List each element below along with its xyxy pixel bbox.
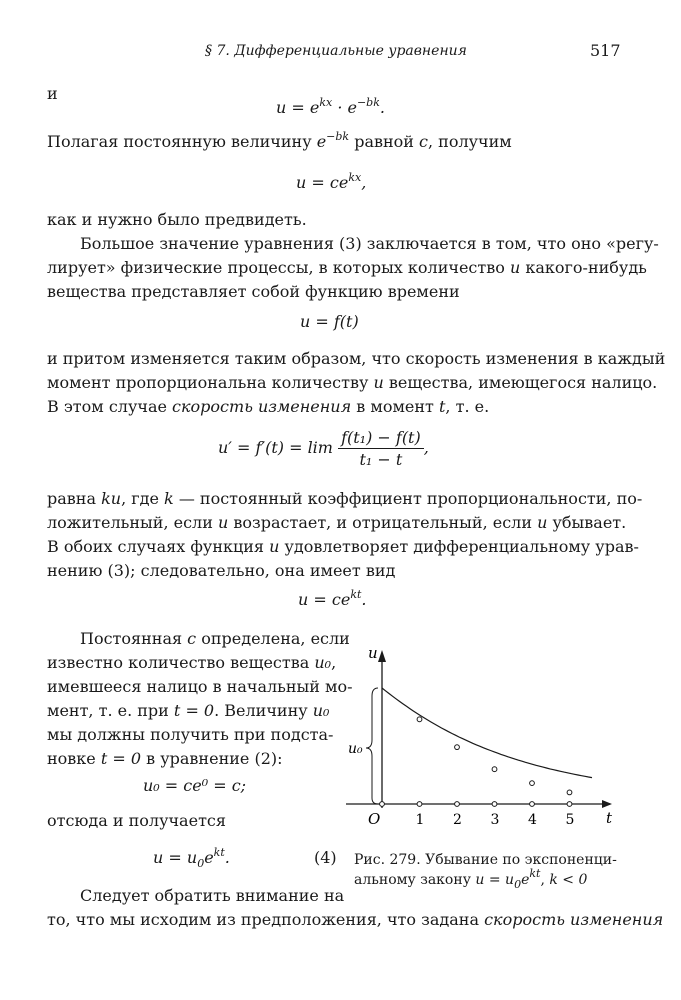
axis-point-2 — [455, 802, 460, 807]
y-axis-label: u — [368, 644, 378, 662]
paragraph-3-line-2: лирует» физические процессы, в которых количество u какого-нибудь — [47, 258, 647, 277]
equation-7-number: (4) — [314, 848, 337, 867]
paragraph-5-line-3: В обоих случаях функция u удовлетворяет дифференциальному урав- — [47, 537, 639, 556]
paragraph-6-line-1: Постоянная c определена, если — [80, 629, 350, 648]
curve-point-4 — [530, 781, 535, 786]
equation-1: $u = e^{kx} \cdot e^{-bk}$. — [276, 95, 385, 117]
paragraph-7: отсюда и получается — [47, 811, 226, 830]
paragraph-4-line-3: В этом случае скорость изменения в момент t, т. е. — [47, 397, 490, 416]
origin-point — [380, 802, 385, 807]
axis-point-1 — [417, 802, 422, 807]
paragraph-8-line-2: то, что мы исходим из предположения, что задана скорость изменения — [47, 910, 664, 929]
equation-5: $u = ce^{kt}$. — [298, 587, 367, 609]
page-number: 517 — [590, 41, 621, 60]
curve-point-1 — [417, 717, 422, 722]
y-axis-arrow — [378, 650, 386, 662]
equation-6: u₀ = ce⁰ = c; — [143, 776, 247, 795]
paragraph-5-line-1: равна ku, где k — постоянный коэффициент пропорциональности, по- — [47, 489, 643, 508]
paragraph-6-line-2: известно количество вещества u₀, — [47, 653, 337, 672]
x-axis-label: t — [606, 809, 613, 827]
x-tick-label-3: 3 — [490, 812, 500, 828]
x-axis-arrow — [602, 800, 612, 808]
equation-4: u′ = f′(t) = lim $\frac{\text{f(t₁) − f(t)}}{\text{t₁ − t}}$ , — [218, 428, 429, 469]
figure-exponential-decay — [340, 640, 630, 840]
axis-point-5 — [567, 802, 572, 807]
paragraph-3-line-3: вещества представляет собой функцию времени — [47, 282, 460, 301]
paragraph-2: как и нужно было предвидеть. — [47, 210, 307, 229]
paragraph-4-line-1: и притом изменяется таким образом, что скорость изменения в каждый — [47, 349, 666, 368]
x-tick-label-1: 1 — [415, 812, 425, 828]
paragraph-6-line-5: мы должны получить при подста- — [47, 725, 334, 744]
paragraph-6-line-4: мент, т. е. при t = 0. Величину u₀ — [47, 701, 330, 720]
equation-2: $u = ce^{kx}$, — [296, 170, 367, 192]
paragraph-6-line-3: имевшееся налицо в начальный мо- — [47, 677, 353, 696]
curve-point-3 — [492, 767, 497, 772]
curve-point-2 — [455, 745, 460, 750]
axis-point-3 — [492, 802, 497, 807]
x-tick-label-5: 5 — [565, 812, 575, 828]
x-tick-label-2: 2 — [453, 812, 462, 828]
axis-point-4 — [530, 802, 535, 807]
origin-label: O — [368, 810, 381, 828]
equation-4-fraction — [338, 428, 424, 469]
figure-caption-line-1: Рис. 279. Убывание по экспоненци- — [354, 852, 617, 868]
text-line-and: и — [47, 84, 58, 103]
figure-caption-line-2: альному закону $u = u_0e^{kt}$, k < 0 — [354, 867, 588, 891]
equation-7: $u = u_0e^{kt}$. — [153, 845, 230, 871]
running-header: § 7. Дифференциальные уравнения — [205, 43, 467, 59]
tick-labels — [416, 812, 575, 828]
paragraph-3-line-1: Большое значение уравнения (3) заключается в том, что оно «регу- — [80, 234, 659, 253]
u0-brace — [366, 688, 378, 804]
equation-4-denominator: t₁ − t — [359, 450, 403, 469]
paragraph-4-line-2: момент пропорциональна количеству u вещества, имеющегося налицо. — [47, 373, 658, 392]
decay-curve — [382, 688, 592, 778]
paragraph-1: Полагая постоянную величину $e^{-bk}$ равной c, получим — [47, 129, 512, 151]
paragraph-6-line-6: новке t = 0 в уравнение (2): — [47, 749, 283, 768]
curve-point-5 — [567, 790, 572, 795]
curve-marks — [382, 688, 572, 804]
x-tick-label-4: 4 — [528, 812, 537, 828]
u0-label: u₀ — [348, 741, 363, 757]
paragraph-8-line-1: Следует обратить внимание на — [80, 886, 345, 905]
paragraph-5-line-2: ложительный, если u возрастает, и отрицательный, если u убывает. — [47, 513, 627, 532]
equation-4-numerator: f(t₁) − f(t) — [338, 428, 424, 449]
paragraph-5-line-4: нению (3); следовательно, она имеет вид — [47, 561, 396, 580]
equation-3: u = f(t) — [300, 312, 359, 331]
